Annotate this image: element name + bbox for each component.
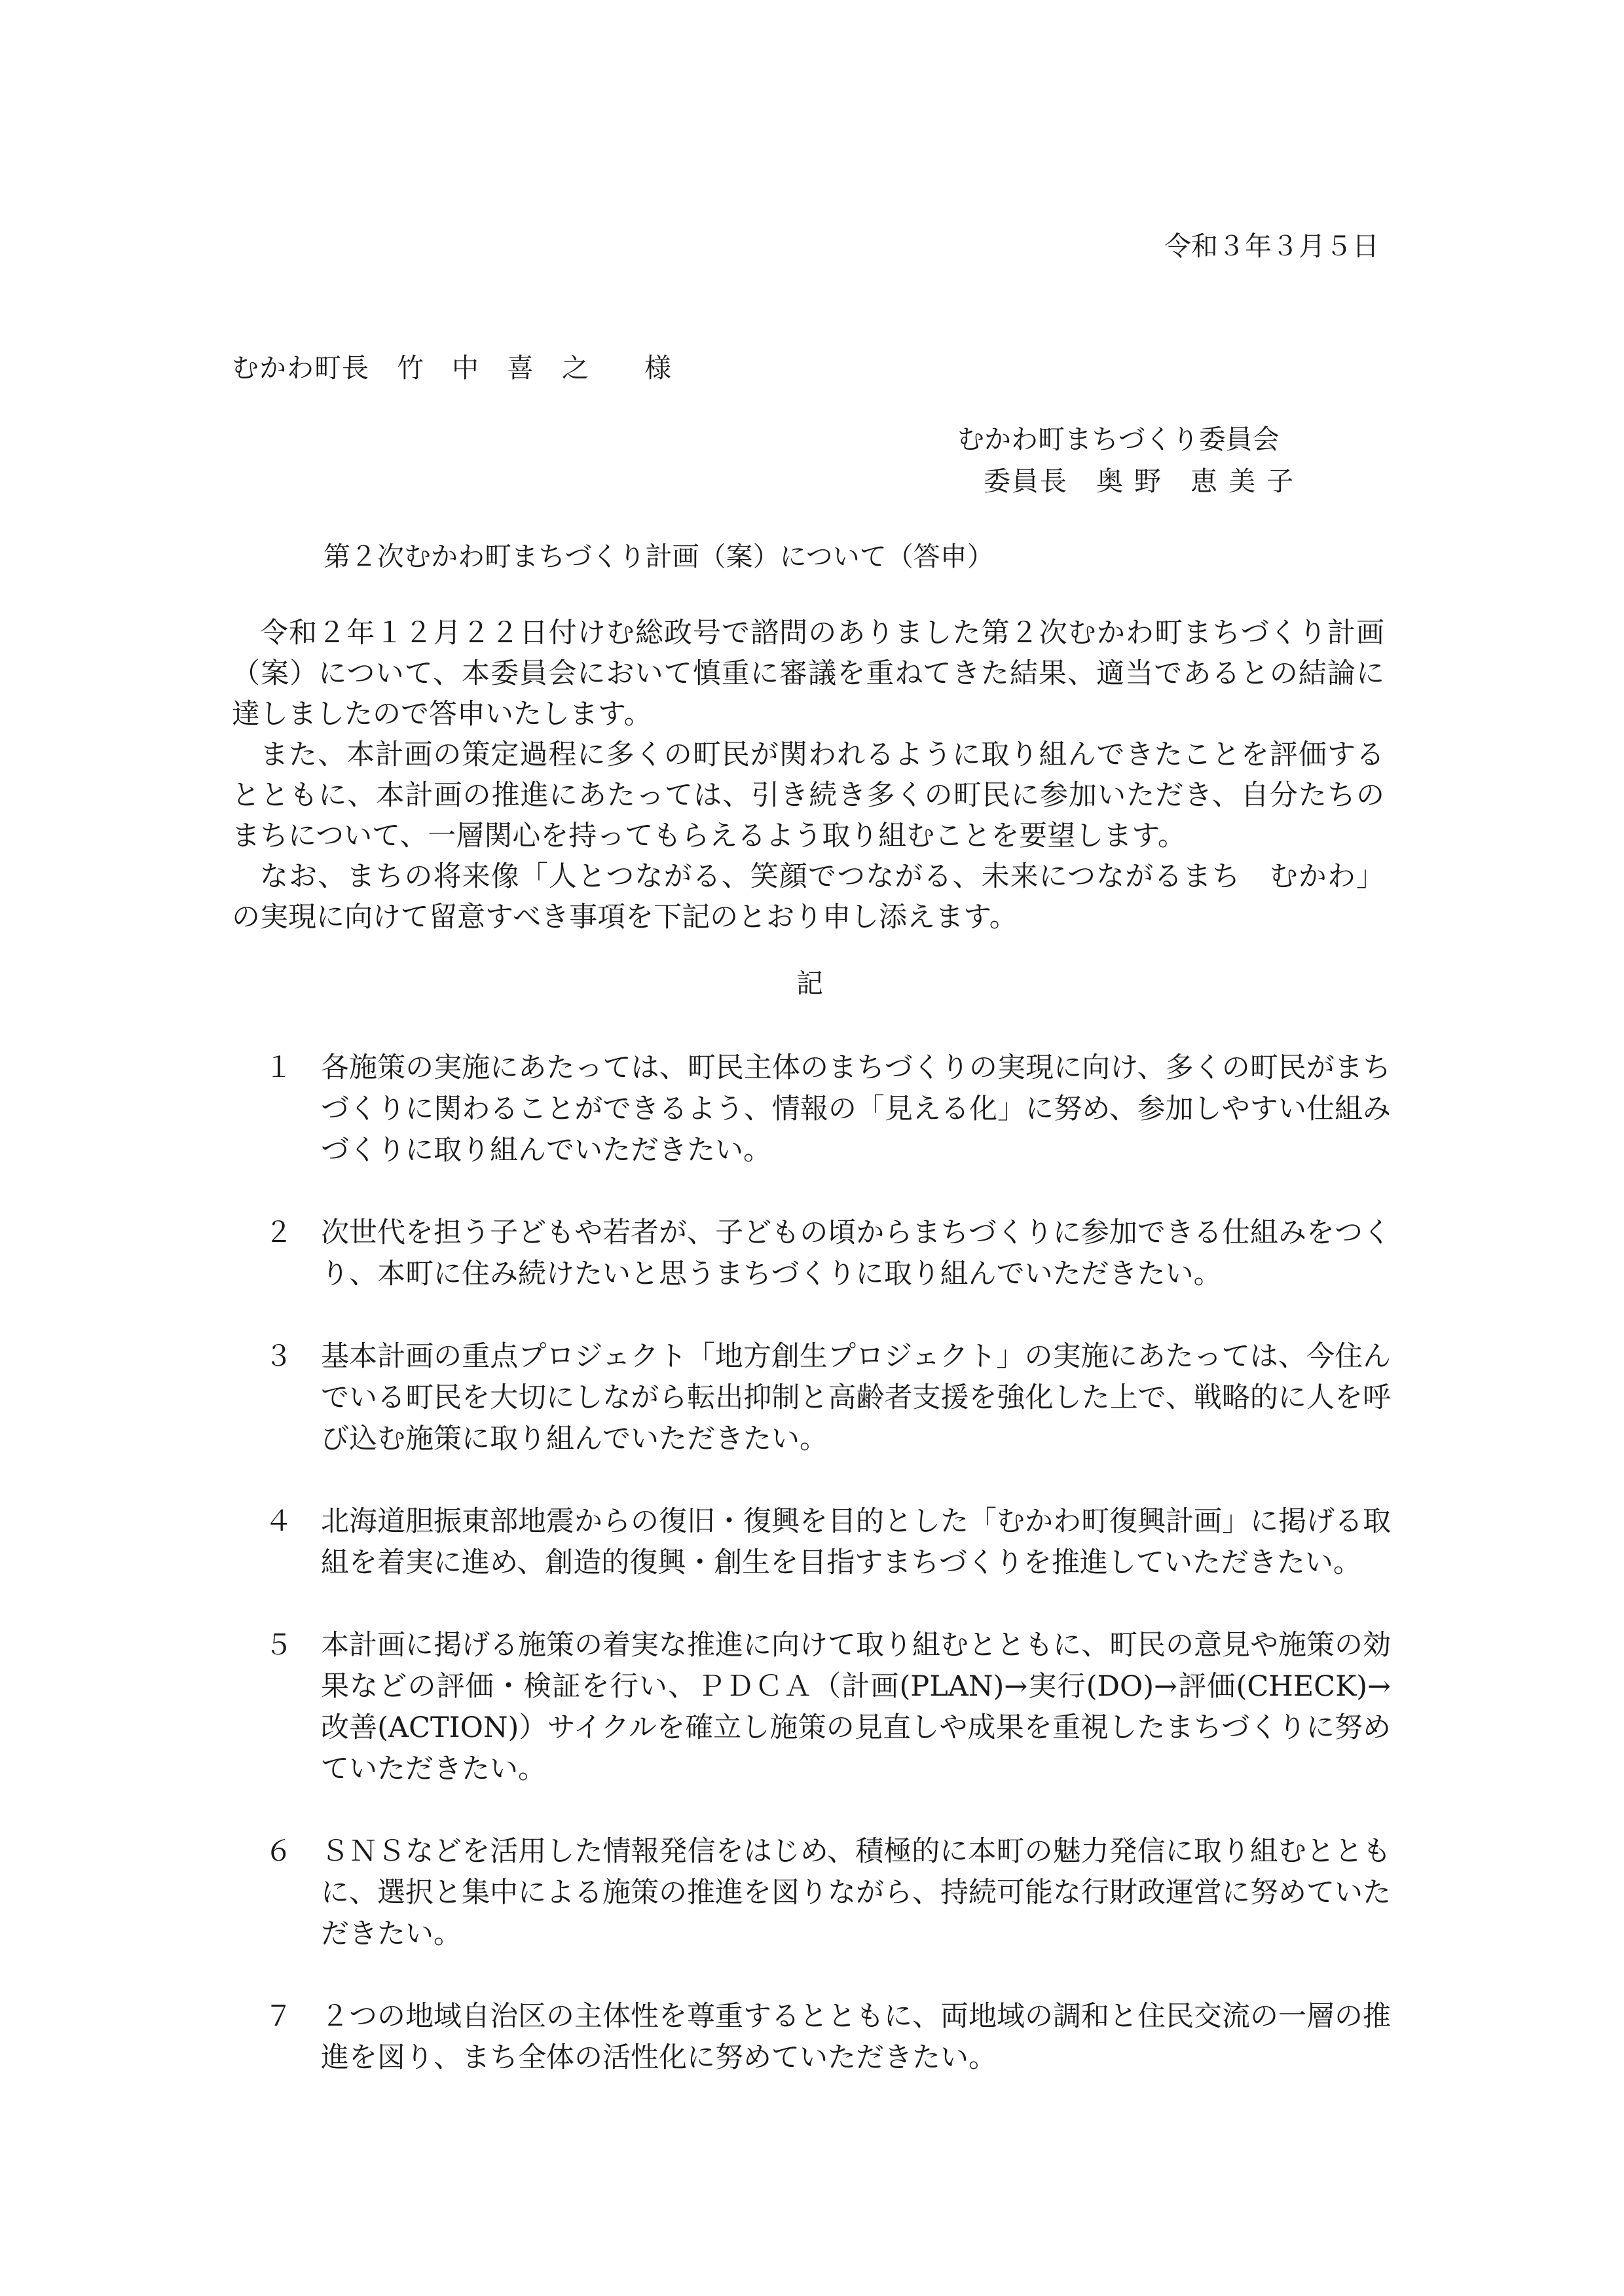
- list-item: [265, 1625, 1391, 1790]
- list-item: [265, 1212, 1391, 1295]
- item-number: ６: [265, 1835, 293, 1868]
- list-item: [265, 1048, 1391, 1171]
- item-number: １: [265, 1051, 293, 1084]
- list-item: [265, 1336, 1391, 1460]
- body-paragraph: 令和２年１２月２２日付けむ総政号で諮問のありました第２次むかわ町まちづくり計画（案）について、本委員会において慎重に審議を重ねてきた結果、適当であるとの結論に達しましたので答申いたします。: [232, 617, 1384, 731]
- addressee: むかわ町長 竹 中 喜 之 様: [232, 352, 672, 384]
- item-number: ５: [265, 1629, 293, 1662]
- item-text: ２つの地域自治区の主体性を尊重するとともに、両地域の調和と住民交流の一層の推進を図り、まち全体の活性化に努めていただきたい。: [321, 2000, 1391, 2074]
- item-text: 次世代を担う子どもや若者が、子どもの頃からまちづくりに参加できる仕組みをつくり、本町に住み続けたいと思うまちづくりに取り組んでいただきたい。: [321, 1216, 1391, 1290]
- item-text: 北海道胆振東部地震からの復旧・復興を目的とした「むかわ町復興計画」に掲げる取組を着実に進め、創造的復興・創生を目指すまちづくりを推進していただきたい。: [321, 1505, 1391, 1579]
- record-heading: 記: [796, 968, 823, 999]
- document-title: 第２次むかわ町まちづくり計画（案）について（答申）: [323, 541, 994, 572]
- body-paragraph: また、本計画の策定過程に多くの町民が関われるように取り組んできたことを評価するとともに、本計画の推進にあたっては、引き続き多くの町民に参加いただき、自分たちのまちについて、一層関心を持ってもらえるよう取り組むことを要望します。: [232, 738, 1384, 852]
- item-text: 基本計画の重点プロジェクト「地方創生プロジェクト」の実施にあたっては、今住んでいる町民を大切にしながら転出抑制と高齢者支援を強化した上で、戦略的に人を呼び込む施策に取り組んでいただきたい。: [321, 1340, 1391, 1455]
- list-item: [265, 1501, 1391, 1584]
- list-item: [265, 1831, 1391, 1955]
- document-date: 令和３年３月５日: [1164, 230, 1379, 262]
- item-number: ３: [265, 1340, 293, 1373]
- item-number: ４: [265, 1505, 293, 1538]
- item-number: ２: [265, 1216, 293, 1249]
- item-text: 各施策の実施にあたっては、町民主体のまちづくりの実現に向け、多くの町民がまちづくりに関わることができるよう、情報の「見える化」に努め、参加しやすい仕組みづくりに取り組んでいただきたい。: [321, 1051, 1391, 1167]
- list-item: [265, 1996, 1391, 2079]
- item-text: ＳＮＳなどを活用した情報発信をはじめ、積極的に本町の魅力発信に取り組むとともに、選択と集中による施策の推進を図りながら、持続可能な行財政運営に努めていただきたい。: [321, 1835, 1391, 1950]
- recommendation-list: [265, 1048, 1391, 2120]
- sender-organization: むかわ町まちづくり委員会: [957, 424, 1280, 455]
- item-number: ７: [265, 2000, 293, 2033]
- sender-name: 委員長 奥 野 恵 美 子: [984, 465, 1295, 497]
- body-paragraph: なお、まちの将来像「人とつながる、笑顔でつながる、未来につながるまち むかわ」の実現に向けて留意すべき事項を下記のとおり申し添えます。: [232, 860, 1384, 934]
- item-text: 本計画に掲げる施策の着実な推進に向けて取り組むとともに、町民の意見や施策の効果などの評価・検証を行い、ＰＤＣＡ（計画(PLAN)→実行(DO)→評価(CHECK)→改善(ACTION)）サイクルを確立し施策の見直しや成果を重視したまちづくりに努めていただきたい。: [321, 1629, 1391, 1785]
